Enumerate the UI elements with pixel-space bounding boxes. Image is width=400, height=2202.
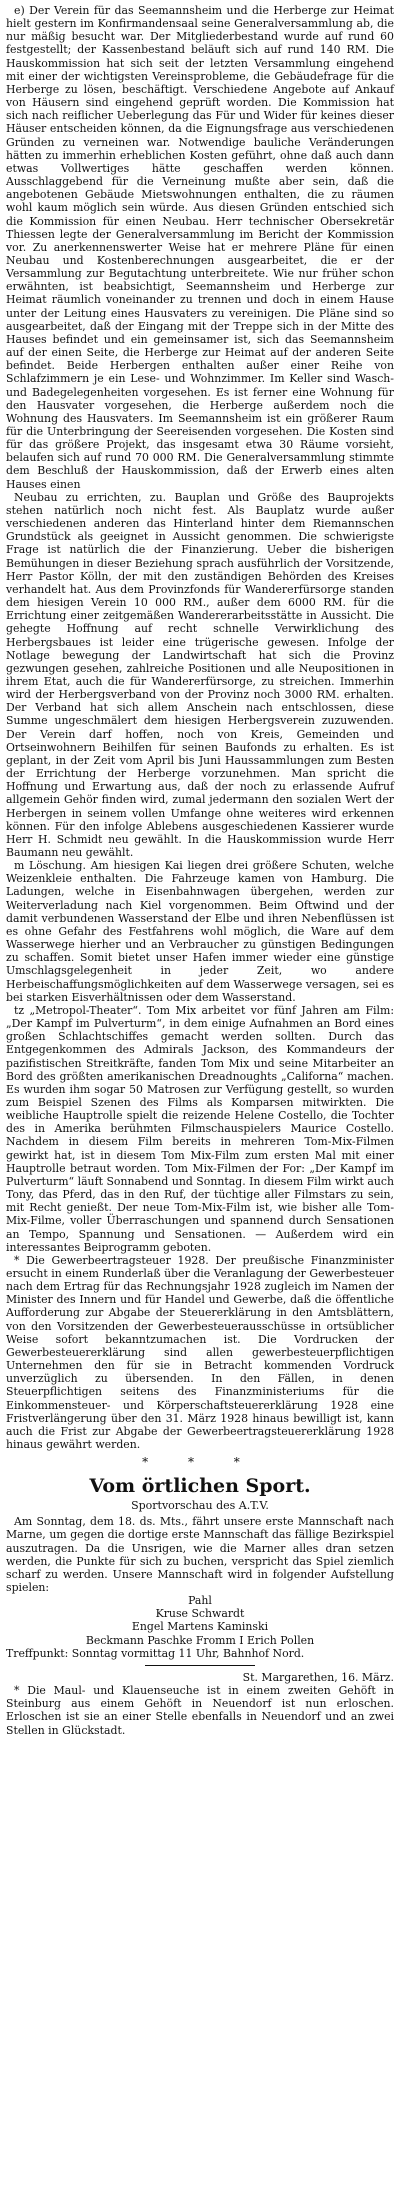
dateline: St. Margarethen, 16. März. [242, 1670, 394, 1684]
lineup-midfield: Engel Martens Kaminski [131, 1620, 269, 1634]
lineup-forwards: Beckmann Paschke Fromm I Erich Pollen [85, 1633, 315, 1647]
newspaper-column [6, 4, 394, 1737]
article-seemannsheim: e) Der Verein für das Seemannsheim und die Herberge zur Heimat hielt gestern im Konfirmandensaal seine Generalversammlung ab, die nur mäßig besucht war. Der Mitgliederbestand wurde auf rund 60 festgestellt; der Kassenbestand beläuft sich auf rund 140 RM. Die Hauskommission hat sich seit der letzten Versammlung eingehend mit einer der wichtigsten Vereinsprobleme, die Gebäudefrage für die Herberge zu lösen, beschäftigt. Verschiedene Angebote auf Ankauf von Häusern sind eingehend geprüft worden. Die Kommission hat sich nach reiflicher Ueberlegung das Für und Wider für keines dieser Häuser entscheiden können, da die Eignungsfrage aus verschiedenen Gründen zu verneinen war. Notwendige bauliche Veränderungen hätten zu immerhin erheblichen Kosten geführt, ohne daß auch dann etwas Vollwertiges hätte geschaffen werden können. Ausschlaggebend für die Verneinung mußte aber sein, daß die angebotenen Gebäude Mietswohnungen enthalten, die zu räumen wohl kaum möglich sein würde. Aus diesen Gründen entschied sich die Kommission für einen Neubau. Herr technischer Obersekretär Thiessen legte der Generalversammlung im Bericht der Kommission vor. Zu anerkennenswerter Weise hat er mehrere Pläne für einen Neubau und Kostenberechnungen ausgearbeitet, die er der Versammlung zur Begutachtung unterbreitete. Wie nur früher schon erwähnten, ist beabsichtigt, Seemannsheim und Herberge zur Heimat räumlich voneinander zu trennen und doch in einem Hause unter der Leitung eines Hausvaters zu vereinigen. Die Pläne sind so ausgearbeitet, daß der Eingang mit der Treppe sich in der Mitte des Hauses befindet und ein gemeinsamer ist, sich das Seemannsheim auf der einen Seite, die Herberge zur Heimat auf der anderen Seite befindet. Beide Herbergen enthalten außer einer Reihe von Schlafzimmern je ein Lese- und Wohnzimmer. Im Keller sind Wasch- und Badegelegenheiten vorgesehen. Es ist ferner eine Wohnung für den Hausvater vorgesehen, die Herberge außerdem noch die Wohnung des Hausvaters. Im Seemannsheim ist ein größerer Raum für die Unterbringung der Seereisenden vorgesehen. Die Kosten sind für das größere Projekt, das insgesamt etwa 30 Räume vorsieht, belaufen sich auf rund 70 000 RM. Die Generalversammlung stimmte dem Beschluß der Hauskommission, daß der Erwerb eines alten Hauses einen [6, 4, 394, 491]
divider-rule [145, 1665, 255, 1666]
article-metropol-theater: tz „Metropol-Theater“. Tom Mix arbeitet vor fünf Jahren am Film: „Der Kampf im Pulverturm“, in dem einige Aufnahmen an Bord eines großen Schlachtschiffes gemacht werden sollten. Durch das Entgegenkommen des Admirals Jackson, des Kommandeurs der pazifistischen Streitkräfte, fanden Tom Mix und seine Mitarbeiter an Bord des größten amerikanischen Dreadnoughts „Californa“ machen. Es wurden ihm sogar 50 Matrosen zur Verfügung gestellt, so wurden zum Beispiel Szenen des Films als Komparsen mitwirkten. Die weibliche Hauptrolle spielt die reizende Helene Costello, die Tochter des in Amerika berühmten Filmschauspielers Maurice Costello. Nachdem in diesem Film bereits in mehreren Tom-Mix-Filmen gewirkt hat, ist in diesem Tom Mix-Film zum ersten Mal mit einer Hauptrolle betraut worden. Tom Mix-Filmen der For: „Der Kampf im Pulverturm“ läuft Sonnabend und Sonntag. In diesem Film wirkt auch Tony, das Pferd, das in den Ruf, der tüchtige aller Filmstars zu sein, mit Recht genießt. Der neue Tom-Mix-Film ist, wie bisher alle Tom-Mix-Filme, voller Überraschungen und spannend durch Sensationen an Tempo, Spannung und Sensationen. — Außerdem wird ein interessantes Beiprogramm geboten. [6, 1003, 394, 1254]
article-loeschung: m Löschung. Am hiesigen Kai liegen drei größere Schuten, welche Weizenkleie enthalten. Die Fahrzeuge kamen von Hamburg. Die Ladungen, welche in Eisenbahnwagen übergehen, werden zur Weiterverladung nach Kiel vorgenommen. Beim Oftwind und der damit verbundenen Wasserstand der Elbe und ihren Nebenflüssen ist es ohne Gefahr des Festfahrens wohl möglich, die Ware auf dem Wasserwege hierher und an Verbraucher zu günstigen Bedingungen zu schaffen. Somit bietet unser Hafen immer wieder eine günstige Umschlagsgelegenheit in jeder Zeit, wo andere Herbeischaffungsmöglichkeiten auf dem Wasserwege versagen, sei es bei starken Eisverhältnissen oder dem Wasserstand. [6, 859, 394, 1004]
article-sportvorschau: Am Sonntag, dem 18. ds. Mts., fährt unsere erste Mannschaft nach Marne, um gegen die dortige erste Mannschaft das fällige Bezirkspiel auszutragen. Da die Unsrigen, wie die Marner alles dran setzen werden, die Punkte für sich zu buchen, verspricht das Spiel ziemlich scharf zu werden. Unsere Mannschaft wird in folgender Aufstellung spielen: [6, 1515, 394, 1594]
treffpunkt-line: Treffpunkt: Sonntag vormittag 11 Uhr, Bahnhof Nord. [6, 1646, 305, 1660]
lineup-goalkeeper: Pahl [188, 1594, 212, 1608]
sport-heading: Vom örtlichen Sport. [89, 1475, 311, 1498]
article-seemannsheim-continued: Neubau zu errichten, zu. Bauplan und Größe des Bauprojekts stehen natürlich noch nicht fest. Als Bauplatz wurde außer verschiedenen anderen das Hinterland hinter dem Riemannschen Grundstück als geeignet in Aussicht genommen. Die schwierigste Frage ist natürlich die der Finanzierung. Ueber die bisherigen Bemühungen in dieser Beziehung sprach ausführlich der Vorsitzende, Herr Pastor Kölln, der mit den zuständigen Behörden des Kreises verhandelt hat. Aus dem Provinzfonds für Wandererfürsorge standen dem hiesigen Verein 10 000 RM., außer dem 6000 RM. für die Errichtung einer zeitgemäßen Wandererarbeitsstätte in Aussicht. Die gehegte Hoffnung auf recht schnelle Verwirklichung des Herbergsbaues ist leider eine trügerische gewesen. Infolge der Notlage bewegung der Landwirtschaft hat sich die Provinz gezwungen gesehen, zahlreiche Positionen und alle Neupositionen in ihrem Etat, auch die für Wandererfürsorge, zu streichen. Immerhin wird der Herbergsverband von der Provinz noch 3000 RM. erhalten. Der Verband hat sich allem Anschein nach entschlossen, diese Summe ungeschmälert dem hiesigen Herbergsverein zuzuwenden. Der Verein darf hoffen, noch von Kreis, Gemeinden und Ortseinwohnern Beihilfen für seinen Baufonds zu erhalten. Es ist geplant, in der Zeit vom April bis Juni Haussammlungen zum Besten der Errichtung der Herberge vorzunehmen. Man spricht die Hoffnung und Erwartung aus, daß der noch zu erlassende Aufruf allgemein Gehör finden wird, zumal jedermann den sozialen Wert der Herbergen in seinem vollen Umfange ohne weiteres wird erkennen können. Für den infolge Ablebens ausgeschiedenen Kassierer wurde Herr H. Schmidt neu gewählt. In die Hauskommission wurde Herr Baumann neu gewählt. [6, 490, 394, 859]
article-maul-klauenseuche: * Die Maul- und Klauenseuche ist in einem zweiten Gehöft in Steinburg aus einem Gehöft in Neuendorf ist nun erloschen. Erloschen ist sie an einer Stelle ebenfalls in Neuendorf und an zwei Stellen in Glückstadt. [6, 1684, 394, 1737]
section-separator-stars: * * * [142, 1455, 258, 1470]
sport-subheading: Sportvorschau des A.T.V. [131, 1499, 269, 1513]
lineup-defenders: Kruse Schwardt [155, 1607, 245, 1621]
article-gewerbeertragsteuer: * Die Gewerbeertragsteuer 1928. Der preußische Finanzminister ersucht in einem Runderlaß über die Veranlagung der Gewerbesteuer nach dem Ertrag für das Rechnungsjahr 1928 zugleich im Namen der Minister des Innern und für Handel und Gewerbe, daß die öffentliche Aufforderung zur Abgabe der Steuererklärung in den Amtsblättern, von den Vorsitzenden der Gewerbesteuerausschüsse in ortsüblicher Weise sofort bekanntzumachen ist. Die Vordrucken der Gewerbesteuererklärung sind allen gewerbesteuerpflichtigen Unternehmen den für sie in Betracht kommenden Vordruck unverzüglich zu übersenden. In den Fällen, in denen Steuerpflichtigen seitens des Finanzministeriums für die Einkommensteuer- und Körperschaftsteuererklärung 1928 eine Fristverlängerung über den 31. März 1928 hinaus bewilligt ist, kann auch die Frist zur Abgabe der Gewerbeertragsteuererklärung 1928 hinaus gewährt werden. [6, 1253, 394, 1452]
